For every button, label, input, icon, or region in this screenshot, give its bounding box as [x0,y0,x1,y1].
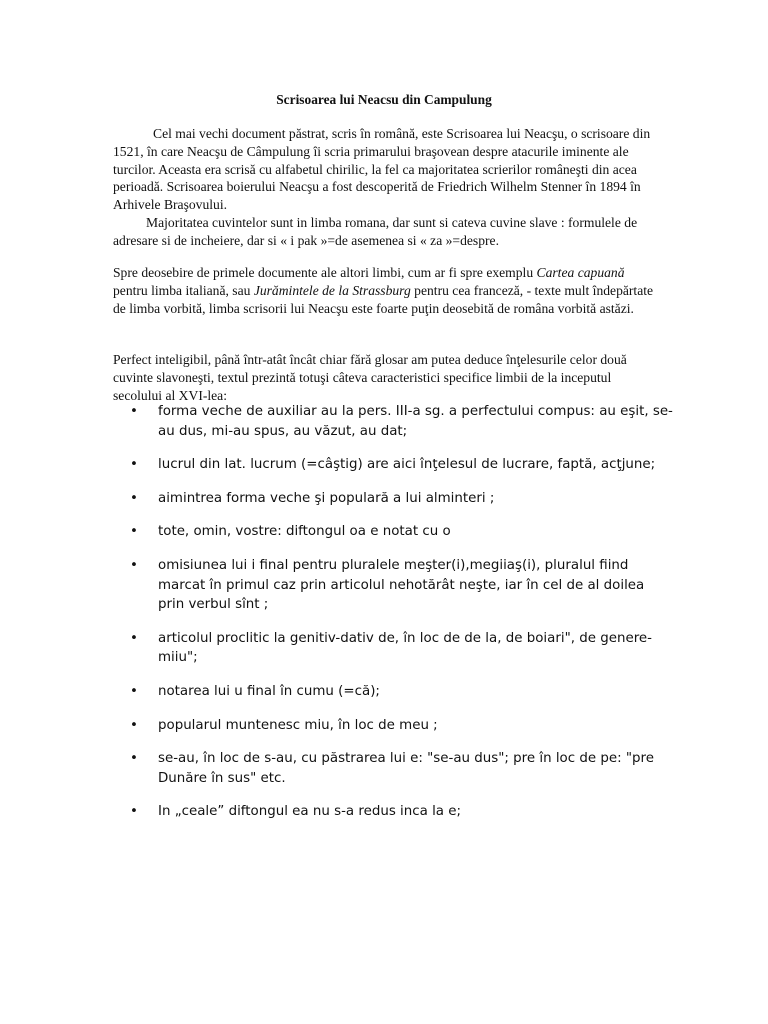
list-item-text: omisiunea lui i final pentru pluralele meşter(i),megiiaş(i), pluralul fiind marcat în primul caz prin articolul nehotărât neşte, iar în cel de al doilea prin verbul sînt ; [158,557,645,613]
list-item [113,556,673,615]
list-item [113,802,673,822]
list-item-text: lucrul din lat. lucrum (=câştig) are aici înţelesul de lucrare, faptă, acţjune; [158,457,656,473]
list-item-text: se-au, în loc de s-au, cu păstrarea lui e: "se-au dus"; pre în loc de pe: "pre Dunăre în sus" etc. [158,751,654,786]
bullet-icon: • [130,557,138,573]
bullet-icon: • [130,751,138,767]
list-item-text: popularul muntenesc miu, în loc de meu ; [158,717,438,733]
bullet-icon: • [130,490,138,506]
list-item [113,489,673,509]
slavic-words-paragraph: Majoritatea cuvintelor sunt in limba romana, dar sunt si cateva cuvine slave : formulele de adresare si de incheiere, dar si « i pak »=de asemenea si « za »=despre. [113,214,638,248]
list-item [113,749,673,788]
bullet-icon: • [130,804,138,820]
bullet-icon: • [130,524,138,540]
comparison-text-1: Spre deosebire de primele documente ale altori limbi, cum ar fi spre exemplu [113,265,537,280]
bullet-icon: • [130,404,138,419]
list-item-text: forma veche de auxiliar au la pers. III-a sg. a perfectului compus: au eşit, se-au dus, mi-au spus, au văzut, au dat; [158,404,673,439]
features-list [113,402,673,822]
list-item [113,402,673,441]
comparison-section [113,264,661,317]
list-item-text: notarea lui u final în cumu (=că); [158,683,380,699]
document-title: Scrisoarea lui Neacsu din Campulung [276,92,492,107]
comparison-paragraph [113,264,661,317]
intro-section [113,125,661,250]
list-item-text: In „ceale” diftongul ea nu s-a redus inca la e; [158,804,462,820]
bullet-icon: • [130,630,138,646]
cartea-capuana-title: Cartea capuană [536,265,625,280]
list-item-text: tote, omin, vostre: diftongul oa e notat cu o [158,524,451,540]
list-item [113,629,673,668]
features-intro-paragraph: Perfect inteligibil, până într-atât încât chiar fără glosar am putea deduce înţelesurile celor două cuvinte slavoneşti, textul prezintă totuşi câteva caracteristici specifice limbii de la inceputul secolului al XVI-lea: [113,352,627,403]
list-item [113,682,673,702]
bullet-icon: • [130,717,138,733]
list-item [113,522,673,542]
juramintele-title: Jurămintele de la Strassburg [253,282,411,298]
features-intro-section [113,351,661,404]
comparison-text-2: pentru limba italiană, sau [113,282,254,298]
list-item-text: aimintrea forma veche şi populară a lui alminteri ; [158,490,495,506]
list-item [113,716,673,736]
comparison-text-3: pentru cea franceză, - texte mult îndepărtate de limba vorbită, limba scrisorii lui Neacşu este foarte puţin deosebită de româna vorbită astăzi. [113,282,654,316]
bullet-icon: • [130,457,138,473]
bullet-icon: • [130,683,138,699]
list-item [113,455,673,475]
list-item-text: articolul proclitic la genitiv-dativ de, în loc de de la, de boiari", de genere-miiu"; [158,630,652,666]
intro-paragraph: Cel mai vechi document păstrat, scris în română, este Scrisoarea lui Neacşu, o scrisoare din 1521, în care Neacşu de Câmpulung îi scria primarului braşovean despre atacurile iminente ale turcilor. Aceasta era scrisă cu alfabetul chirilic, la fel ca majoritatea scrierilor româneşti din acea perioadă. Scrisoarea boierului Neacşu a fost descoperită de Friedrich Wilhelm Stenner în 1894 în Arhivele Braşovului. [113,126,651,213]
